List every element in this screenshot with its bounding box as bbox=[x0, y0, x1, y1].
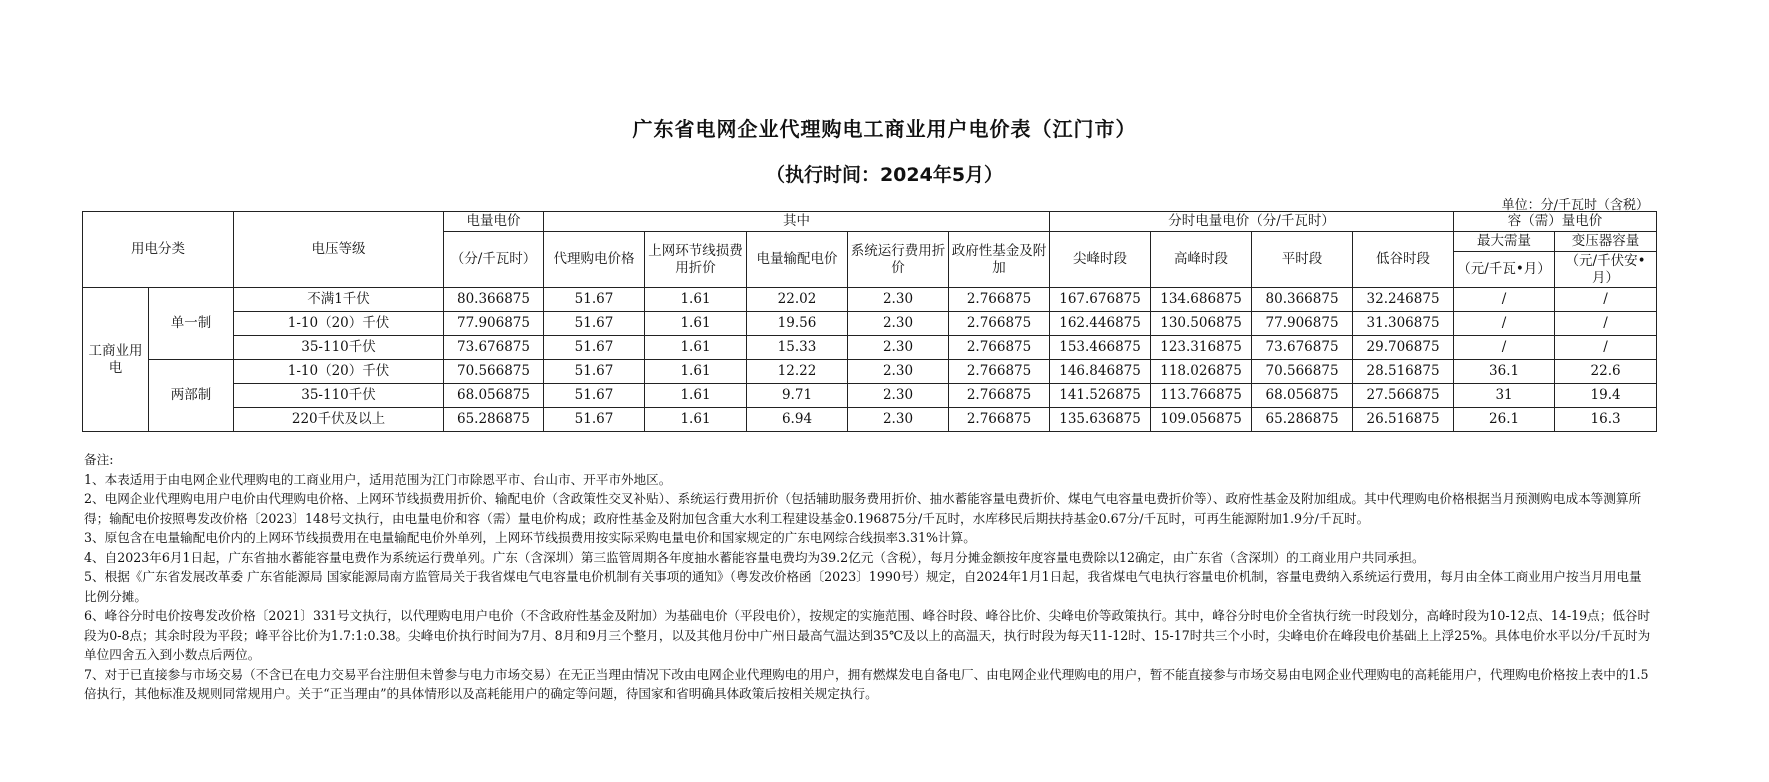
cell-demand: / bbox=[1454, 288, 1555, 312]
cell-valley: 32.246875 bbox=[1353, 288, 1454, 312]
cell-demand: / bbox=[1454, 336, 1555, 360]
header-max-demand-unit: （元/千瓦•月） bbox=[1454, 252, 1555, 288]
cell-fund: 2.766875 bbox=[949, 360, 1050, 384]
header-peak: 尖峰时段 bbox=[1050, 232, 1151, 288]
cell-energy: 65.286875 bbox=[444, 408, 544, 432]
cell-transmission: 12.22 bbox=[747, 360, 848, 384]
cell-agency: 51.67 bbox=[544, 336, 645, 360]
header-gov-fund: 政府性基金及附加 bbox=[949, 232, 1050, 288]
cell-flat: 80.366875 bbox=[1252, 288, 1353, 312]
cell-fund: 2.766875 bbox=[949, 312, 1050, 336]
cell-voltage: 1-10（20）千伏 bbox=[234, 360, 444, 384]
cell-flat: 65.286875 bbox=[1252, 408, 1353, 432]
cell-valley: 27.566875 bbox=[1353, 384, 1454, 408]
header-energy-price-unit: （分/千瓦时） bbox=[444, 232, 544, 288]
cell-voltage: 220千伏及以上 bbox=[234, 408, 444, 432]
cell-fund: 2.766875 bbox=[949, 384, 1050, 408]
unit-label: 单位：分/千瓦时（含税） bbox=[1501, 198, 1649, 213]
cell-transformer: 16.3 bbox=[1555, 408, 1657, 432]
cell-high: 123.316875 bbox=[1151, 336, 1252, 360]
cell-transmission: 19.56 bbox=[747, 312, 848, 336]
cell-agency: 51.67 bbox=[544, 408, 645, 432]
cell-flat: 73.676875 bbox=[1252, 336, 1353, 360]
table-row bbox=[83, 408, 1657, 432]
cell-energy: 80.366875 bbox=[444, 288, 544, 312]
header-transformer-unit: （元/千伏安•月） bbox=[1555, 252, 1657, 288]
note-item: 3、原包含在电量输配电价内的上网环节线损费用在电量输配电价外单列，上网环节线损费用按实际采购电量电价和国家规定的广东电网综合线损率3.31%计算。 bbox=[84, 530, 976, 545]
cell-energy: 68.056875 bbox=[444, 384, 544, 408]
cell-high: 134.686875 bbox=[1151, 288, 1252, 312]
notes-title: 备注: bbox=[84, 452, 114, 467]
cell-peak: 146.846875 bbox=[1050, 360, 1151, 384]
cell-transmission: 9.71 bbox=[747, 384, 848, 408]
header-valley: 低谷时段 bbox=[1353, 232, 1454, 288]
cell-flat: 77.906875 bbox=[1252, 312, 1353, 336]
header-transmission: 电量输配电价 bbox=[747, 232, 848, 288]
header-transformer: 变压器容量 bbox=[1555, 232, 1657, 252]
table-row bbox=[83, 336, 1657, 360]
cell-fund: 2.766875 bbox=[949, 336, 1050, 360]
header-among: 其中 bbox=[544, 212, 1050, 232]
group-label: 工商业用电 bbox=[83, 288, 149, 432]
table-row bbox=[83, 288, 1657, 312]
cell-fund: 2.766875 bbox=[949, 408, 1050, 432]
cell-peak: 153.466875 bbox=[1050, 336, 1151, 360]
header-high: 高峰时段 bbox=[1151, 232, 1252, 288]
cell-voltage: 35-110千伏 bbox=[234, 336, 444, 360]
cell-transformer: / bbox=[1555, 312, 1657, 336]
cell-loss: 1.61 bbox=[645, 384, 747, 408]
note-item: 7、对于已直接参与市场交易（不含已在电力交易平台注册但未曾参与电力市场交易）在无正当理由情况下改由电网企业代理购电的用户，拥有燃煤发电自备电厂、由电网企业代理购电的用户，暂不能直接参与市场交易由电网企业代理购电的高耗能用户，代理购电价格按上表中的1.5倍执行，其他标准及规则同常规用户。关于“正当理由”的具体情形以及高耗能用户的确定等问题，待国家和省明确具体政策后按相关规定执行。 bbox=[84, 666, 1649, 701]
header-line-loss: 上网环节线损费用折价 bbox=[645, 232, 747, 288]
cell-peak: 167.676875 bbox=[1050, 288, 1151, 312]
header-capacity: 容（需）量电价 bbox=[1454, 212, 1657, 232]
cell-valley: 28.516875 bbox=[1353, 360, 1454, 384]
cell-transmission: 22.02 bbox=[747, 288, 848, 312]
header-max-demand: 最大需量 bbox=[1454, 232, 1555, 252]
cell-high: 130.506875 bbox=[1151, 312, 1252, 336]
note-item: 1、本表适用于由电网企业代理购电的工商业用户，适用范围为江门市除恩平市、台山市、开平市外地区。 bbox=[84, 471, 672, 487]
cell-agency: 51.67 bbox=[544, 360, 645, 384]
cell-flat: 68.056875 bbox=[1252, 384, 1353, 408]
cell-energy: 73.676875 bbox=[444, 336, 544, 360]
header-system-cost: 系统运行费用折价 bbox=[848, 232, 949, 288]
subcategory-two-part: 两部制 bbox=[149, 360, 234, 432]
cell-energy: 70.566875 bbox=[444, 360, 544, 384]
table-row bbox=[83, 312, 1657, 336]
cell-agency: 51.67 bbox=[544, 384, 645, 408]
cell-transmission: 6.94 bbox=[747, 408, 848, 432]
table-title: 广东省电网企业代理购电工商业用户电价表（江门市） bbox=[632, 117, 1137, 141]
cell-valley: 29.706875 bbox=[1353, 336, 1454, 360]
cell-peak: 162.446875 bbox=[1050, 312, 1151, 336]
subcategory-single: 单一制 bbox=[149, 288, 234, 360]
header-category: 用电分类 bbox=[83, 212, 234, 288]
cell-agency: 51.67 bbox=[544, 312, 645, 336]
table-row bbox=[83, 360, 1657, 384]
cell-transformer: 19.4 bbox=[1555, 384, 1657, 408]
cell-loss: 1.61 bbox=[645, 408, 747, 432]
price-table bbox=[82, 211, 1657, 432]
cell-system: 2.30 bbox=[848, 336, 949, 360]
cell-demand: 31 bbox=[1454, 384, 1555, 408]
cell-loss: 1.61 bbox=[645, 312, 747, 336]
cell-high: 109.056875 bbox=[1151, 408, 1252, 432]
table-subtitle: （执行时间：2024年5月） bbox=[765, 164, 1004, 186]
cell-high: 118.026875 bbox=[1151, 360, 1252, 384]
cell-valley: 31.306875 bbox=[1353, 312, 1454, 336]
cell-system: 2.30 bbox=[848, 288, 949, 312]
header-energy-price: 电量电价 bbox=[444, 212, 544, 232]
cell-demand: 26.1 bbox=[1454, 408, 1555, 432]
header-tou: 分时电量电价（分/千瓦时） bbox=[1050, 212, 1454, 232]
cell-fund: 2.766875 bbox=[949, 288, 1050, 312]
note-item: 2、电网企业代理购电用户电价由代理购电价格、上网环节线损费用折价、输配电价（含政策性交叉补贴）、系统运行费用折价（包括辅助服务费用折价、抽水蓄能容量电费折价、煤电气电容量电费折价等）、政府性基金及附加组成。其中代理购电价格根据当月预测购电成本等测算所得；输配电价按照粤发改价格〔2023〕148号文执行，由电量电价和容（需）量电价构成；政府性基金及附加包含重大水利工程建设基金0.196875分/千瓦时，水库移民后期扶持基金0.67分/千瓦时，可再生能源附加1.9分/千瓦时。 bbox=[84, 491, 1642, 526]
cell-transformer: / bbox=[1555, 336, 1657, 360]
cell-system: 2.30 bbox=[848, 408, 949, 432]
cell-voltage: 不满1千伏 bbox=[234, 288, 444, 312]
cell-transmission: 15.33 bbox=[747, 336, 848, 360]
table-row bbox=[83, 384, 1657, 408]
cell-system: 2.30 bbox=[848, 360, 949, 384]
header-voltage: 电压等级 bbox=[234, 212, 444, 288]
cell-energy: 77.906875 bbox=[444, 312, 544, 336]
cell-flat: 70.566875 bbox=[1252, 360, 1353, 384]
cell-valley: 26.516875 bbox=[1353, 408, 1454, 432]
header-flat: 平时段 bbox=[1252, 232, 1353, 288]
cell-system: 2.30 bbox=[848, 384, 949, 408]
cell-agency: 51.67 bbox=[544, 288, 645, 312]
cell-system: 2.30 bbox=[848, 312, 949, 336]
cell-high: 113.766875 bbox=[1151, 384, 1252, 408]
header-agency-price: 代理购电价格 bbox=[544, 232, 645, 288]
cell-voltage: 1-10（20）千伏 bbox=[234, 312, 444, 336]
cell-loss: 1.61 bbox=[645, 336, 747, 360]
note-item: 4、自2023年6月1日起，广东省抽水蓄能容量电费作为系统运行费单列。广东（含深圳）第三监管周期各年度抽水蓄能容量电费均为39.2亿元（含税），每月分摊金额按年度容量电费除以12确定，由广东省（含深圳）的工商业用户共同承担。 bbox=[84, 549, 1425, 565]
cell-loss: 1.61 bbox=[645, 288, 747, 312]
notes-section bbox=[84, 450, 1652, 704]
note-item: 6、峰谷分时电价按粤发改价格〔2021〕331号文执行，以代理购电用户电价（不含政府性基金及附加）为基础电价（平段电价），按规定的实施范围、峰谷时段、峰谷比价、尖峰电价等政策执行。其中，峰谷分时电价全省执行统一时段划分，高峰时段为10-12点、14-19点；低谷时段为0-8点；其余时段为平段；峰平谷比价为1.7:1:0.38。尖峰电价执行时间为7月、8月和9月三个整月，以及其他月份中广州日最高气温达到35℃及以上的高温天，执行时段为每天11-12时、15-17时共三个小时，尖峰电价在峰段电价基础上上浮25%。具体电价水平以分/千瓦时为单位四舍五入到小数点后两位。 bbox=[84, 608, 1651, 662]
cell-voltage: 35-110千伏 bbox=[234, 384, 444, 408]
cell-demand: 36.1 bbox=[1454, 360, 1555, 384]
note-item: 5、根据《广东省发展改革委 广东省能源局 国家能源局南方监管局关于我省煤电气电容量电价机制有关事项的通知》（粤发改价格函〔2023〕1990号）规定，自2024年1月1日起，我省煤电气电执行容量电价机制，容量电费纳入系统运行费用，每月由全体工商业用户按当月用电量比例分摊。 bbox=[84, 569, 1642, 604]
cell-loss: 1.61 bbox=[645, 360, 747, 384]
cell-peak: 141.526875 bbox=[1050, 384, 1151, 408]
cell-transformer: / bbox=[1555, 288, 1657, 312]
cell-peak: 135.636875 bbox=[1050, 408, 1151, 432]
cell-demand: / bbox=[1454, 312, 1555, 336]
cell-transformer: 22.6 bbox=[1555, 360, 1657, 384]
